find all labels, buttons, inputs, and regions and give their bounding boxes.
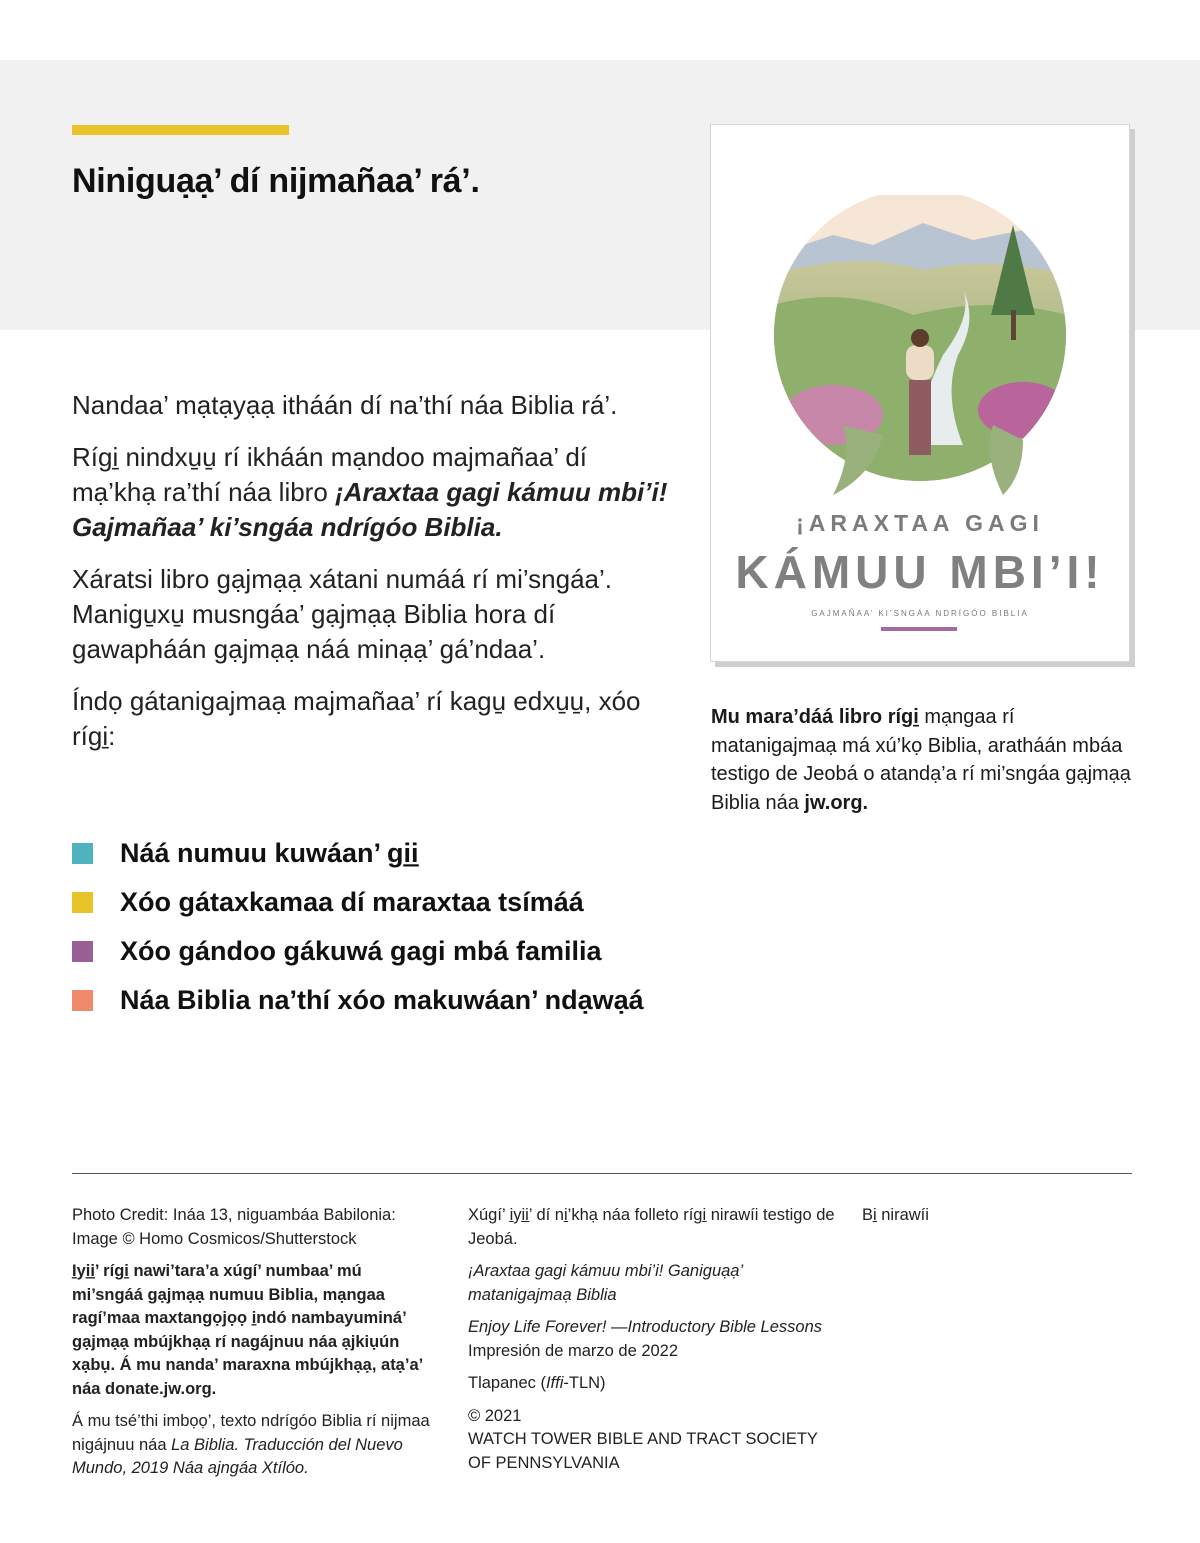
language-name: Tlapanec (	[468, 1374, 546, 1392]
cover-title-line1: ¡ARAXTAA GAGI	[796, 510, 1044, 536]
page-title: Niniguạạ’ dí nijmañaa’ rá’.	[72, 162, 480, 200]
english-title: Enjoy Life Forever! —Introductory Bible Lessons	[468, 1318, 823, 1336]
book-cover	[710, 124, 1130, 662]
publisher-label: Bi̱ nirawíi	[862, 1206, 929, 1224]
intro-paragraph: Nandaa’ mạtạyạạ itháán dí na’thí náa Biblia rá’.	[72, 390, 618, 420]
cover-caption	[711, 703, 1131, 817]
list-item	[72, 976, 644, 1025]
topic-label: Náa Biblia na’thí xóo makuwáan’ ndạwạá	[120, 985, 644, 1015]
donation-note: I̱yi̱i̱’ rígi̱ nawi’tara’a xúgí’ numbaa’ mú mi’sngáá gạjmạạ numuu Biblia, mạngaa ragí’maa maxtangọjọọ i̱ndó nambayuminá’ gạjmạạ mbújkhạạ rí nagájnuu náa ạjkiụún xạbụ. Á mu nanda’ maraxna mbújkhạạ, atạ’a’ náa donate.jw.org.	[72, 1262, 423, 1398]
language-code	[468, 1372, 838, 1396]
topic-label: Xóo gándoo gákuwá gagi mbá familia	[120, 936, 602, 966]
list-item	[72, 927, 644, 976]
teal-square-icon	[72, 843, 93, 864]
bible-note-text: Á mu tsé’thi imbọọ’, texto ndrígóo Biblia rí nijmaa nigájnuu náa	[72, 1412, 430, 1454]
footer-column-2	[468, 1204, 838, 1484]
body-copy	[72, 388, 672, 771]
cover-rule	[881, 627, 957, 631]
copyright: © 2021	[468, 1406, 522, 1425]
topic-label: Xóo gátaxkamaa dí maraxtaa tsímáá	[120, 887, 584, 917]
accent-bar	[72, 125, 289, 135]
footer-column-1	[72, 1204, 437, 1490]
book-title: ¡Araxtaa gagi kámuu mbi’i! Gajmañaa’ ki’sngáa ndrígóo Biblia.	[72, 477, 668, 542]
publisher-intro: Xúgí’ i̱yi̱i̱’ dí ni̱’khạ náa folleto rígi̱ nirawíi testigo de Jeobá.	[468, 1206, 835, 1248]
yellow-square-icon	[72, 892, 93, 913]
language-suffix: -TLN)	[563, 1374, 606, 1392]
english-title-block	[468, 1316, 838, 1340]
caption-text: mạngaa rí matanigajmaạ má xú’kọ Biblia, aratháán mbáa testigo de Jeobá o atandạ’a rí mi’sngáa gạjmạạ Biblia náa	[711, 706, 1131, 814]
photo-credit: Photo Credit: Ináa 13, niguambáa Babilonia: Image © Homo Cosmicos/Shutterstock	[72, 1206, 396, 1248]
topics-intro: Índọ gátanigajmaạ majmañaa’ rí kagu̱ edxu̱u̱, xóo rígi̱:	[72, 686, 641, 751]
list-item	[72, 829, 644, 878]
coral-square-icon	[72, 990, 93, 1011]
topic-list	[72, 829, 644, 1025]
purple-square-icon	[72, 941, 93, 962]
jw-link[interactable]: jw.org.	[804, 791, 869, 814]
list-item	[72, 878, 644, 927]
print-date: Impresión de marzo de 2022	[468, 1341, 679, 1360]
bible-note-italic: La Biblia. Traducción del Nuevo Mundo, 2019 Náa ajngáa Xtílóo.	[72, 1435, 403, 1477]
bible-translation-note	[72, 1410, 437, 1481]
cover-title-line2: KÁMUU MBI’I!	[735, 546, 1105, 598]
caption-bold-lead: Mu mara’dáá libro rígi̱	[711, 706, 919, 728]
book-paragraph	[72, 440, 672, 545]
divider	[72, 1173, 1132, 1174]
language-code-italic: Iffi	[545, 1374, 564, 1392]
book-paragraph-text: Rígi̱ nindxu̱u̱ rí ikháán mạndoo majmañaa’ dí mạ’khạ ra’thí náa libro	[72, 442, 587, 507]
topic-label: Náá numuu kuwáan’ gi̱i̱	[120, 838, 419, 868]
cover-illustration	[773, 195, 1067, 505]
study-paragraph: Xáratsi libro gạjmạạ xátani numáá rí mi’sngáa’. Manigu̱xu̱ musngáa’ gạjmạạ Biblia hora dí gawapháán gạjmạạ náá minạạ’ gá’ndaa’.	[72, 564, 613, 664]
local-title: ¡Araxtaa gagi kámuu mbi’i! Ganiguạạ’ matanigajmaạ Biblia	[468, 1262, 743, 1304]
society-name: WATCH TOWER BIBLE AND TRACT SOCIETY OF PENNSYLVANIA	[468, 1430, 818, 1472]
footer-column-3	[862, 1204, 1132, 1237]
cover-subtitle: GAJMAÑAA’ KI’SNGÁA NDRÍGÓO BIBLIA	[811, 609, 1029, 618]
